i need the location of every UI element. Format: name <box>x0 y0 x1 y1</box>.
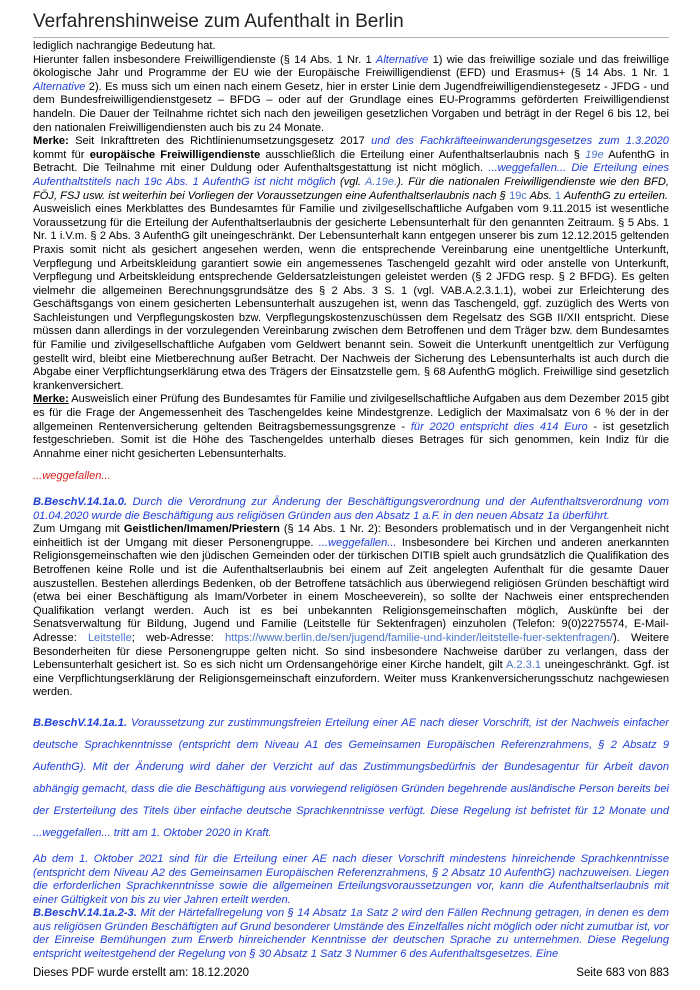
alternative-link-1[interactable]: Alternative <box>375 53 429 66</box>
document-body <box>33 40 669 962</box>
paragraph-merke-efd: Merke: Seit Inkrafttreten des Richtlinienumsetzungsgesetz 2017 und des Fachkräfteeinwanderungsgesetzes zum 1.3.2020 kommt für europäische Freiwilligendienste ausschließlich die Erteilung einer Aufenthaltserlaubnis nach § 19e AufenthG in Betracht. Die Teilnahme mit einer Duldung oder Aufenthaltsgestattung ist nicht möglich. ...weggefallen... Die Erteilung eines Aufenthaltstitels nach 19c Abs. 1 AufenthG ist nicht möglich (vgl. A.19e.). Für die nationalen Freiwilligendienste wie den BFD, FÖJ, FSJ usw. ist weiterhin bei Vorliegen der Voraussetzungen eine Aufenthaltserlaubnis nach § 19c Abs. 1 AufenthG zu erteilen. <box>33 135 670 202</box>
merke-label: Merke: <box>33 393 69 406</box>
paragraph-merkblatt: Ausweislich eines Merkblattes des Bundesamtes für Familie und zivilgesellschaftliche Aufgaben vom 9.11.2015 ist wesentliche Voraussetzung für die Erteilung der Aufenthaltserlaubnis der gesicherte Lebensunterhalt für den genannten Zeitraum. § 5 Abs. 1 Nr. 1 i.V.m. § 2 Abs. 3 AufenthG gilt uneingeschränkt. Der Lebensunterhalt kann entgegen unserer bis zum 12.12.2015 geltenden Praxis somit nicht als gesichert angesehen werden, wenn die entsprechende Vereinbarung eine unentgeltliche Unterkunft, Verpflegung und Arbeitskleidung garantiert sowie ein angemessenes Taschengeld gezahlt wird oder anstelle von Unterkunft, Verpflegung und Arbeitskleidung entsprechende Geldersatzleistungen geleistet werden (§ 2 JFDG resp. § 2 BFDG). Es gelten vielmehr die allgemeinen Berechnungsgrundsätze des § 2 Abs. 3 S. 1 (vgl. VAB.A.2.3.1.1), wobei zur Erleichterung des Geschäftsgangs von einem gesicherten Lebensunterhalt auszugehen ist, wenn das Taschengeld, ggf. zuzüglich des Werts von Sachleistungen und Verpflegungskosten bzw. Verpflegungskostenzuschüssen dem Regelsatz des SGB II/XII entspricht. Diese müssen dann allerdings in der vorzulegenden Vereinbarung zwischen dem Betroffenen und dem Träger bzw. dem Bundesamtes für Familie und zivilgesellschaftliche Aufgaben vom Geldwert benannt sein. Soweit die Unterkunft unentgeltlich zur Verfügung gestellt wird, bleibt eine Mietberechnung außer Betracht. Der Nachweis der Sicherung des Lebensunterhalts ist auch durch die Abgabe einer Verpflichtungserklärung etwa des Trägers der Einsatzstelle gem. § 68 AufenthG möglich. Freiwillige sind gesetzlich krankenversichert. <box>33 203 669 392</box>
paragraph-beschv-14-1a-1: B.BeschV.14.1a.1. Voraussetzung zur zustimmungsfreien Erteilung einer AE nach dieser Vorschrift, ist der Nachweis einfacher deutsche Sprachkenntnisse (entspricht dem Niveau A1 des Gemeinsamen Europäischen Referenzrahmens, § 2 Absatz 9 AufenthG). Mit der Änderung wird daher der Verzicht auf das Zustimmungsbedürfnis der Bundesagentur für Arbeit davon abhängig gemacht, dass die die Beschäftigung aus vorwiegend religiösen Gründen begehrende ausländische Person bereits bei der Ersterteilung des Titels über einfache deutsche Sprachkenntnisse verfügt. Diese Regelung ist befristet für 12 Monate und ...weggefallen... tritt am 1. Oktober 2020 in Kraft. <box>33 716 669 839</box>
ref-link-a19e[interactable]: A.19e. <box>365 175 398 188</box>
footer-page-number: Seite 683 von 883 <box>576 967 669 979</box>
ref-link-abs1[interactable]: 1 <box>554 189 562 202</box>
alternative-link-2[interactable]: Alternative <box>33 80 86 93</box>
leitstelle-web-link[interactable]: https://www.berlin.de/sen/jugend/familie-und-kinder/leitstelle-fuer-sektenfragen/ <box>225 631 613 644</box>
footer-created-date: Dieses PDF wurde erstellt am: 18.12.2020 <box>33 967 250 979</box>
leitstelle-email-link[interactable]: Leitstelle <box>87 631 132 644</box>
ref-link-19c[interactable]: 19c <box>509 189 527 202</box>
paragraph-beschv-14-1a-2-3: B.BeschV.14.1a.2-3. Mit der Härtefallregelung von § 14 Absatz 1a Satz 2 wird den Fällen Rechnung getragen, in denen es dem aus religiösen Gründen Beschäftigten auf Grund besonderer Umstände des Einzelfalles nicht möglich oder nicht zumutbar ist, vor der Einreise Bemühungen zum Erwerb hinreichender Kenntnisse der deutschen Sprache zu unternehmen. Diese Regelung entspricht weitestgehend der Regelung von § 30 Absatz 1 Satz 3 Nummer 6 des Aufenthaltsgesetzes. Eine <box>33 907 669 961</box>
merke-label: Merke: <box>33 135 69 148</box>
paragraph-intro: lediglich nachrangige Bedeutung hat. <box>33 40 216 52</box>
ref-link-19e[interactable]: 19e <box>585 148 604 161</box>
paragraph-freiwilligendienste: Hierunter fallen insbesondere Freiwilligendienste (§ 14 Abs. 1 Nr. 1 Alternative 1) wie das freiwillige soziale und das freiwillige ökologische Jahr und Programme der EU wie der Europäische Freiwilligendienst (EFD) und Erasmus+ (§ 14 Abs. 1 Nr. 1 Alternative 2). Es muss sich um einen nach einem Gesetz, hier in erster Linie dem Jugendfreiwilligendienstegesetz - JFDG - und dem Bundesfreiwilligendienstgesetz – BFDG – oder auf der Grundlage eines EU-Programms geförderten Freiwilligendienst handeln. Die Dauer der Teilnahme richtet sich nach den jeweiligen gesetzlichen Vorgaben und beträgt in der Regel 6 bis 12, bei den nationalen Freiwilligendiensten auch bis zu 24 Monate. <box>33 53 669 134</box>
page-title: Verfahrenshinweise zum Aufenthalt in Berlin <box>33 11 404 32</box>
paragraph-merke-taschengeld: Merke: Ausweislich einer Prüfung des Bundesamtes für Familie und zivilgesellschaftliche Aufgaben aus dem Dezember 2015 gibt es für die Frage der Angemessenheit des Taschengeldes keine Mindestgrenze. Lediglich der Maximalsatz von 6 % der in der allgemeinen Rentenversicherung geltenden Beitragsbemessungsgrenze - für 2020 entspricht dies 414 Euro - ist gesetzlich festgeschrieben. Somit ist die Höhe des Taschengeldes unterhalb dieses Betrages für sich genommen, kein Indiz für die Annahme einer nicht gesicherten Lebensunterhalts. <box>33 393 669 460</box>
paragraph-ab-oktober-2021: Ab dem 1. Oktober 2021 sind für die Erteilung einer AE nach dieser Vorschrift mindestens hinreichende Sprachkenntnisse (entspricht dem Niveau A2 des Gemeinsamen Europäischen Referenzrahmens, § 2 Absatz 10 AufenthG) nachzuweisen. Liegen die erforderlichen Sprachkenntnisse sowie die allgemeinen Erteilungsvoraussetzungen vor, kann die Aufenthaltserlaubnis mit einer Gültigkeit von bis zu vier Jahren erteilt werden. <box>33 852 669 906</box>
header-divider <box>33 37 669 38</box>
ref-link-a231[interactable]: A.2.3.1 <box>505 659 542 672</box>
paragraph-beschv-14-1a-0: B.BeschV.14.1a.0. Durch die Verordnung zur Änderung der Beschäftigungsverordnung und der Aufenthaltsverordnung vom 01.04.2020 wurde die Beschäftigung aus religiösen Gründen aus den Absatz 1 a.F. in den neuen Absatz 1a überführt. <box>33 496 669 522</box>
paragraph-geistliche: Zum Umgang mit Geistlichen/Imamen/Priestern (§ 14 Abs. 1 Nr. 2): Besonders problematisch und in der Vergangenheit nicht einheitlich ist der Umgang mit dieser Personengruppe. ...weggefallen... Insbesondere bei Kirchen und anderen anerkannten Religionsgemeinschaften wie den jüdischen Gemeinden oder der türkischen DITIB spielt auch grundsätzlich die Qualifikation des Betroffenen keine Rolle und ist die Aufenthaltserlaubnis bei einem auf Zeit angelegten Aufenthalt für die gesamte Dauer auszustellen. Bestehen allerdings Bedenken, ob der Betroffene tatsächlich aus überwiegend religiösen Gründen beschäftigt wird (etwa bei einer Beschäftigung als Imam/Vorbeter in einem Moscheeverein), so sollte der Nachweis einer entsprechenden Qualifikation verlangt werden. Auch ist es bei unbekannten Religionsgemeinschaften möglich, Auskünfte bei der Senatsverwaltung für Bildung, Jugend und Familie (Leitstelle für Sektenfragen) einzuholen (Telefon: 9(0)2275574, E-Mail-Adresse: Leitstelle; web-Adresse: https://www.berlin.de/sen/jugend/familie-und-kinder/leitstelle-fuer-sektenfragen/). Weitere Besonderheiten für diese Personengruppe gelten nicht. So sind insbesondere Nachweise darüber zu verlangen, dass der Lebensunterhalt gesichert ist. So es sich nicht um Ordensangehörige einer Kirche handelt, gilt A.2.3.1 uneingeschränkt. Ggf. ist eine Verpflichtungserklärung der Religionsgemeinschaft einzufordern. Weiter muss Krankenversicherungsschutz nachgewiesen werden. <box>33 523 670 699</box>
paragraph-weggefallen: ...weggefallen... <box>33 470 111 483</box>
